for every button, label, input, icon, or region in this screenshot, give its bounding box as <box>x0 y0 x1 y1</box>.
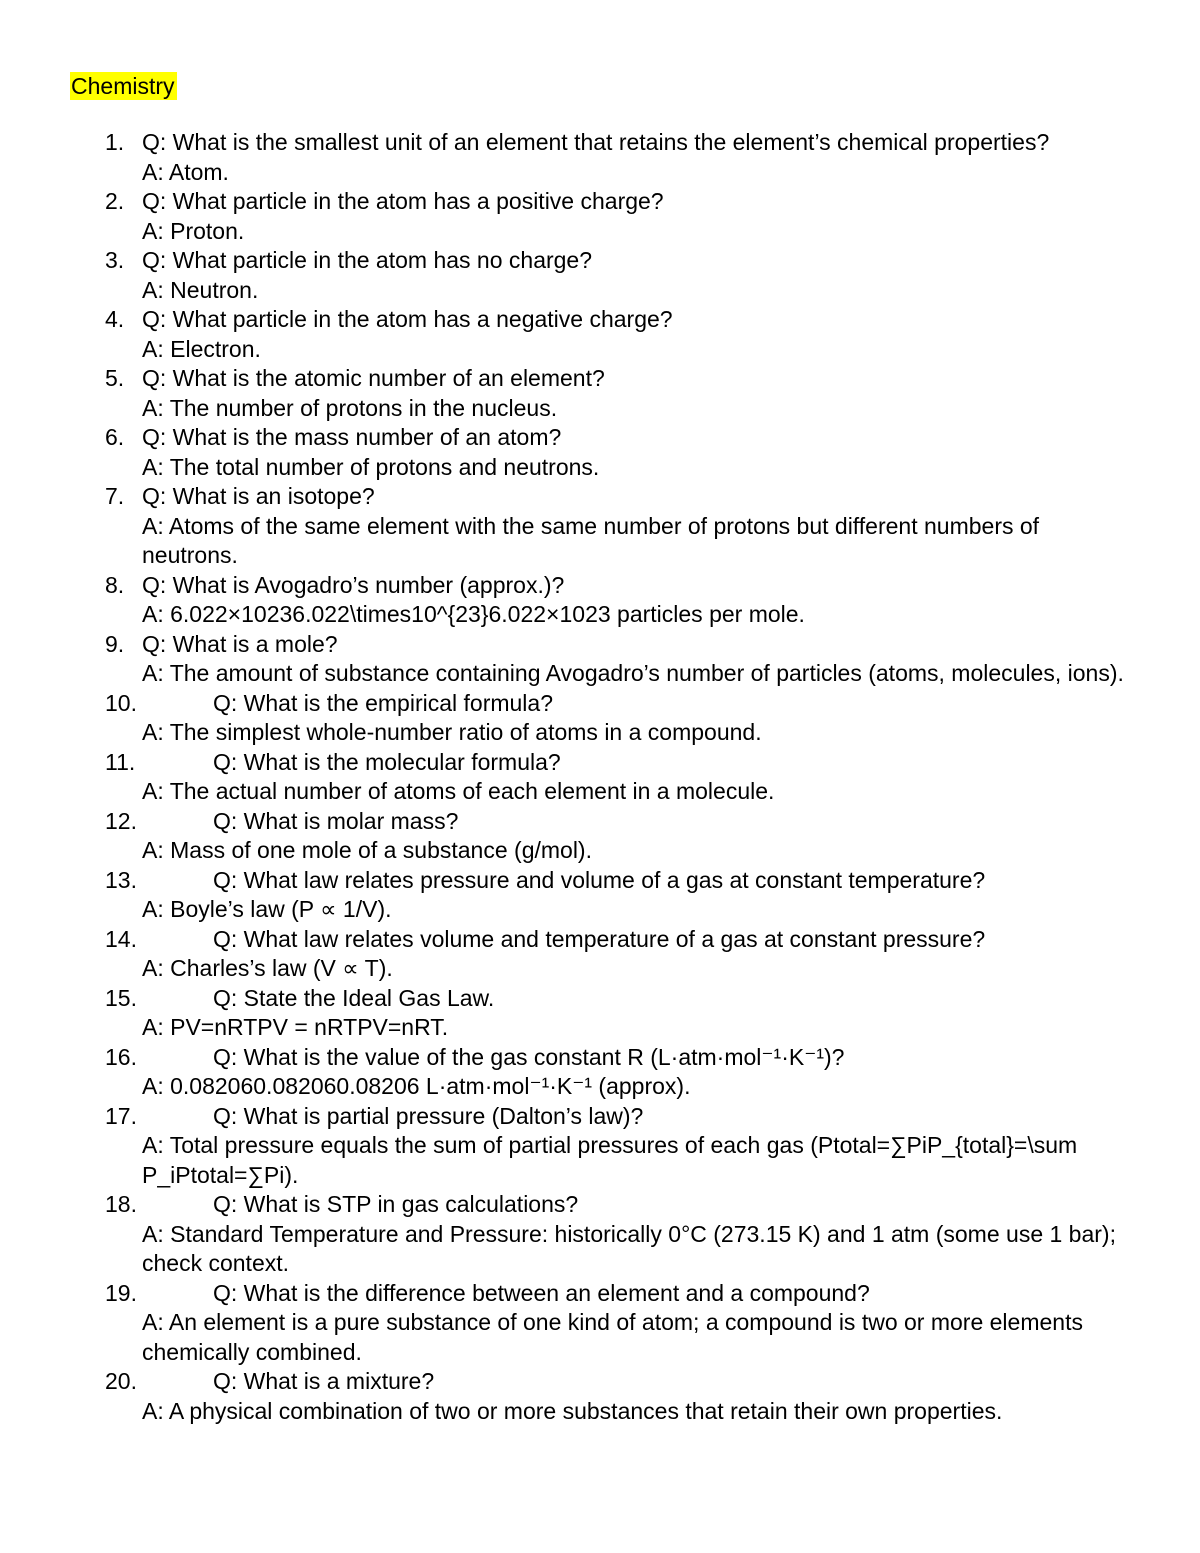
question-text: Q: What is the empirical formula? <box>213 689 554 716</box>
list-item <box>0 128 1200 187</box>
answer-text: A: Boyle’s law (P ∝ 1/V). <box>142 896 392 922</box>
list-item <box>0 187 1200 246</box>
question-text: Q: What particle in the atom has no charge? <box>142 247 593 273</box>
item-number: 15. <box>105 984 137 1011</box>
answer-text: A: The total number of protons and neutrons. <box>142 453 600 480</box>
item-number: 5. <box>105 365 125 391</box>
answer-text: A: Electron. <box>142 335 261 362</box>
question-text: Q: What is partial pressure (Dalton’s law)? <box>213 1102 644 1129</box>
list-item <box>0 1102 1200 1191</box>
list-item <box>0 571 1200 630</box>
question-text: Q: What is the smallest unit of an element that retains the element’s chemical properties? <box>142 129 1050 155</box>
item-number: 3. <box>105 247 125 273</box>
answer-text: A: Mass of one mole of a substance (g/mol). <box>142 837 592 863</box>
item-number: 13. <box>105 866 137 893</box>
answer-text: A: Atoms of the same element with the same number of protons but different numbers of neutrons. <box>142 512 1040 568</box>
answer-text: A: A physical combination of two or more substances that retain their own properties. <box>142 1397 1003 1424</box>
item-number: 20. <box>105 1368 137 1394</box>
item-number: 4. <box>105 306 125 332</box>
answer-text: A: The actual number of atoms of each element in a molecule. <box>142 778 775 804</box>
question-text: Q: State the Ideal Gas Law. <box>213 984 495 1011</box>
question-text: Q: What is the molecular formula? <box>213 748 561 775</box>
item-number: 19. <box>105 1279 137 1306</box>
answer-text: A: An element is a pure substance of one kind of atom; a compound is two or more elements chemically combined. <box>142 1309 1083 1365</box>
item-number: 9. <box>105 630 125 657</box>
list-item <box>0 1190 1200 1279</box>
list-item <box>0 423 1200 482</box>
question-text: Q: What is the value of the gas constant R (L·atm·mol⁻¹·K⁻¹)? <box>213 1043 845 1070</box>
item-number: 18. <box>105 1191 137 1217</box>
page-title: Chemistry <box>71 73 175 99</box>
answer-text: A: The number of protons in the nucleus. <box>142 394 558 421</box>
answer-text: A: Charles’s law (V ∝ T). <box>142 955 393 981</box>
question-text: Q: What is the mass number of an atom? <box>142 424 562 450</box>
item-number: 12. <box>105 807 137 834</box>
answer-text: A: Standard Temperature and Pressure: historically 0°C (273.15 K) and 1 atm (some use 1 bar); check context. <box>142 1220 1116 1276</box>
item-number: 7. <box>105 483 125 509</box>
list-item <box>0 364 1200 423</box>
item-number: 10. <box>105 689 137 716</box>
item-number: 1. <box>105 129 125 155</box>
question-text: Q: What is the difference between an element and a compound? <box>213 1279 870 1306</box>
item-number: 6. <box>105 424 125 450</box>
answer-text: A: PV=nRTPV = nRTPV=nRT. <box>142 1014 449 1040</box>
answer-text: A: Atom. <box>142 158 229 185</box>
qa-list <box>0 128 1200 1426</box>
list-item <box>0 689 1200 748</box>
question-text: Q: What is molar mass? <box>213 807 459 834</box>
list-item <box>0 866 1200 925</box>
item-number: 2. <box>105 188 125 214</box>
question-text: Q: What is Avogadro’s number (approx.)? <box>142 571 565 598</box>
question-text: Q: What is a mixture? <box>213 1368 435 1394</box>
list-item <box>0 246 1200 305</box>
answer-text: A: The simplest whole-number ratio of atoms in a compound. <box>142 719 762 745</box>
list-item <box>0 305 1200 364</box>
answer-text: A: Total pressure equals the sum of partial pressures of each gas (Ptotal=∑PiP_{total}=\sum P_iPtotal=∑Pi). <box>142 1132 1078 1188</box>
answer-text: A: 0.082060.082060.08206 L·atm·mol⁻¹·K⁻¹ (approx). <box>142 1073 691 1099</box>
answer-text: A: Neutron. <box>142 276 259 303</box>
list-item <box>0 748 1200 807</box>
item-number: 8. <box>105 571 125 598</box>
answer-text: A: Proton. <box>142 217 245 244</box>
list-item <box>0 1367 1200 1426</box>
item-number: 14. <box>105 925 137 952</box>
list-item <box>0 482 1200 571</box>
list-item <box>0 984 1200 1043</box>
list-item <box>0 925 1200 984</box>
answer-text: A: 6.022×10236.022\times10^{23}6.022×1023 particles per mole. <box>142 601 805 627</box>
list-item <box>0 807 1200 866</box>
item-number: 11. <box>105 748 136 775</box>
list-item <box>0 1279 1200 1368</box>
question-text: Q: What is STP in gas calculations? <box>213 1191 579 1217</box>
question-text: Q: What particle in the atom has a negative charge? <box>142 306 673 332</box>
question-text: Q: What law relates pressure and volume of a gas at constant temperature? <box>213 866 986 893</box>
item-number: 16. <box>105 1043 137 1070</box>
list-item <box>0 630 1200 689</box>
answer-text: A: The amount of substance containing Avogadro’s number of particles (atoms, molecules, ions). <box>142 660 1124 686</box>
list-item <box>0 1043 1200 1102</box>
question-text: Q: What is the atomic number of an element? <box>142 365 605 391</box>
question-text: Q: What is a mole? <box>142 630 338 657</box>
question-text: Q: What is an isotope? <box>142 483 375 509</box>
item-number: 17. <box>105 1102 137 1129</box>
question-text: Q: What law relates volume and temperature of a gas at constant pressure? <box>213 925 986 952</box>
question-text: Q: What particle in the atom has a positive charge? <box>142 188 664 214</box>
